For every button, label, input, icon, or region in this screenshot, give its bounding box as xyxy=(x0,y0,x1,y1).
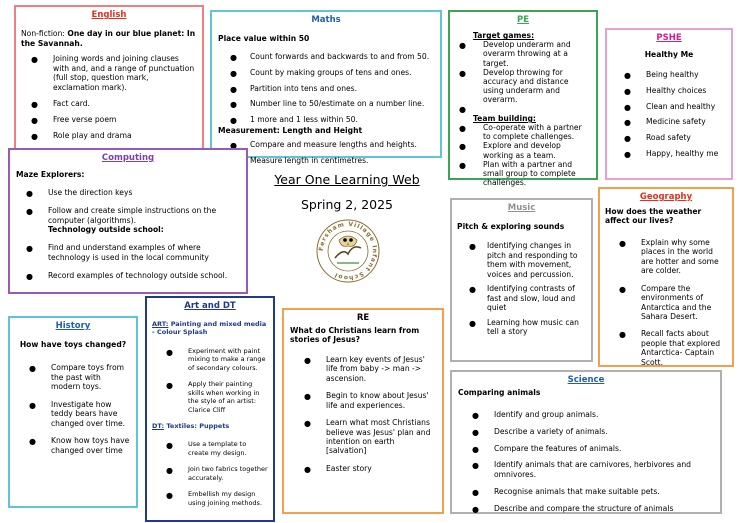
list-item: ● Happy, healthy me xyxy=(612,149,726,159)
list-item: ● Recall facts about people that explored Antarctica- Captain Scott. xyxy=(605,329,727,367)
list-item: ● Describe and compare the structure of animals xyxy=(458,504,714,514)
computing-subheading: Technology outside school: xyxy=(48,225,164,235)
list-item: ● Number line to 50/estimate on a number line. xyxy=(218,99,434,109)
pe-title: PE xyxy=(516,15,530,25)
art-dt-title: Art and DT xyxy=(184,301,236,311)
english-intro xyxy=(21,29,197,49)
music-title: Music xyxy=(507,203,536,213)
geography-title: Geography xyxy=(639,192,693,202)
logo-text: Fersham Village Infant School xyxy=(317,220,379,282)
list-item: ● Experiment with paint mixing to make a range of secondary colours. xyxy=(152,347,268,372)
science-title: Science xyxy=(567,375,605,385)
list-item: ● Clean and healthy xyxy=(612,102,726,112)
maths-title: Maths xyxy=(311,15,341,25)
centre-title-area xyxy=(252,166,442,296)
art-topic-text: Painting and mixed media - Colour Splash xyxy=(152,320,267,337)
list-item: ● Find and understand examples of where technology is used in the local community xyxy=(16,243,240,263)
list-item: ● Medicine safety xyxy=(612,117,726,127)
re-title: RE xyxy=(356,313,370,323)
list-item: ● Recognise animals that make suitable pets. xyxy=(458,487,714,497)
list-item: ● Compare toys from the past with modern toys. xyxy=(15,363,131,391)
dt-list xyxy=(152,440,268,507)
re-heading: What do Christians learn from stories of Jesus? xyxy=(290,325,420,345)
list-item: ● Identify and group animals. xyxy=(458,410,714,420)
music-list xyxy=(457,241,586,336)
maths-heading-measurement: Measurement: Length and Height xyxy=(218,126,363,136)
geography-heading: How does the weather affect our lives? xyxy=(605,206,702,226)
list-item: ● Learning how music can tell a story xyxy=(457,318,586,337)
computing-heading: Maze Explorers: xyxy=(16,170,85,180)
list-item: ● Road safety xyxy=(612,133,726,143)
history-heading: How have toys changed? xyxy=(19,339,127,349)
pshe-panel xyxy=(605,28,733,180)
list-item: ● Being healthy xyxy=(612,70,726,80)
pe-list-team-building xyxy=(455,123,591,187)
list-item: ● Learn key events of Jesus' life from baby -> man -> ascension. xyxy=(290,355,436,383)
list-item: ● Join two fabrics together accurately. xyxy=(152,465,268,482)
pshe-list xyxy=(612,70,726,159)
maths-list-measurement xyxy=(218,140,434,166)
list-item: ● Plan with a partner and small group to complete challenges. xyxy=(455,160,591,187)
history-title: History xyxy=(55,321,91,331)
list-item: ● Measure length in centimetres. xyxy=(218,156,434,166)
science-heading: Comparing animals xyxy=(458,388,541,398)
dt-topic xyxy=(152,422,268,430)
list-item: ● Free verse poem xyxy=(21,115,197,125)
list-item: ● Record examples of technology outside school. xyxy=(16,271,240,281)
science-panel xyxy=(450,370,722,514)
art-label: ART: xyxy=(152,320,169,329)
art-list xyxy=(152,347,268,414)
pshe-title: PSHE xyxy=(656,33,682,43)
list-item: ● Investigate how teddy bears have changed over time. xyxy=(15,400,131,428)
list-item xyxy=(16,206,240,236)
list-item: ● Easter story xyxy=(290,464,436,473)
term-label: Spring 2, 2025 xyxy=(300,197,394,212)
pshe-heading: Healthy Me xyxy=(644,50,694,60)
list-item: ● Apply their painting skills when working in the style of an artist: Clarice Cliff xyxy=(152,380,268,414)
art-topic xyxy=(152,320,268,337)
pe-heading-team-building: Team building: xyxy=(473,114,536,124)
list-item: ● Explain why some places in the world are hotter and some are colder. xyxy=(605,238,727,276)
list-item: ● Explore and develop working as a team. xyxy=(455,141,591,159)
list-item: ● Identifying contrasts of fast and slow, loud and quiet xyxy=(457,284,586,312)
list-item: ● Count forwards and backwards to and from 50. xyxy=(218,52,434,62)
dt-topic-text: Textiles: Puppets xyxy=(166,421,230,430)
list-item: ● Compare and measure lengths and heights. xyxy=(218,140,434,150)
list-item: ● Fact card. xyxy=(21,99,197,109)
history-list xyxy=(15,363,131,455)
dt-label: DT: xyxy=(152,421,165,430)
english-title: English xyxy=(91,10,127,20)
list-item: ● Healthy choices xyxy=(612,86,726,96)
music-panel xyxy=(450,198,593,362)
list-item: ● Develop throwing for accuracy and distance using underarm and overarm. xyxy=(455,68,591,104)
list-item: ● Joining words and joining clauses with and, and a range of punctuation (full stop, question mark, exclamation mark). xyxy=(21,54,197,93)
list-item: ● Begin to know about Jesus' life and experiences. xyxy=(290,391,436,410)
list-item: ● Role play and drama xyxy=(21,131,197,141)
list-item: ● Compare the environments of Antarctica and the Sahara Desert. xyxy=(605,284,727,322)
computing-list xyxy=(16,188,240,281)
list-item: ● Use a template to create my design. xyxy=(152,440,268,457)
pe-list-target-games xyxy=(455,40,591,114)
list-item-text: Follow and create simple instructions on the computer (algorithms). xyxy=(48,205,217,225)
english-intro-label: Non-fiction: xyxy=(21,29,65,39)
english-list xyxy=(21,54,197,157)
english-panel xyxy=(14,5,204,153)
list-item: ● Partition into tens and ones. xyxy=(218,84,434,94)
list-item: ● Know how toys have changed over time xyxy=(15,436,131,455)
geography-panel xyxy=(598,187,734,367)
list-item: ● Use the direction keys xyxy=(16,188,240,198)
pe-heading-target-games: Target games: xyxy=(473,31,535,41)
computing-title: Computing xyxy=(101,153,155,163)
maths-panel xyxy=(210,10,442,165)
school-logo xyxy=(315,218,381,284)
list-item: ● Describe a variety of animals. xyxy=(458,427,714,437)
art-dt-panel xyxy=(145,296,275,522)
list-item xyxy=(455,104,591,114)
english-intro-text: One day in our blue planet: In the Savannah. xyxy=(21,29,196,48)
pe-panel xyxy=(448,10,598,187)
computing-panel xyxy=(8,148,248,294)
science-list xyxy=(458,410,714,514)
geography-list xyxy=(605,238,727,368)
maths-list-place-value xyxy=(218,52,434,125)
list-item: ● Co-operate with a partner to complete challenges. xyxy=(455,123,591,141)
list-item: ● Identifying changes in pitch and responding to them with movement, voices and percussion. xyxy=(457,241,586,279)
page-title: Year One Learning Web xyxy=(274,172,420,187)
list-item: ● 1 more and 1 less within 50. xyxy=(218,115,434,125)
list-item: ● Identify animals that are carnivores, herbivores and omnivores. xyxy=(458,460,714,480)
maths-heading-place-value: Place value within 50 xyxy=(218,34,310,44)
list-item: ● Embellish my design using joining methods. xyxy=(152,490,268,507)
list-item: ● Compare the features of animals. xyxy=(458,444,714,454)
re-panel xyxy=(282,308,444,514)
list-item: ● Develop underarm and overarm throwing at a target. xyxy=(455,40,591,67)
music-heading: Pitch & exploring sounds xyxy=(457,221,565,231)
history-panel xyxy=(8,316,138,508)
list-item: ● Count by making groups of tens and ones. xyxy=(218,68,434,78)
re-list xyxy=(290,355,436,474)
list-item: ● Learn what most Christians believe was Jesus' plan and intention on earth [salvation] xyxy=(290,418,436,456)
